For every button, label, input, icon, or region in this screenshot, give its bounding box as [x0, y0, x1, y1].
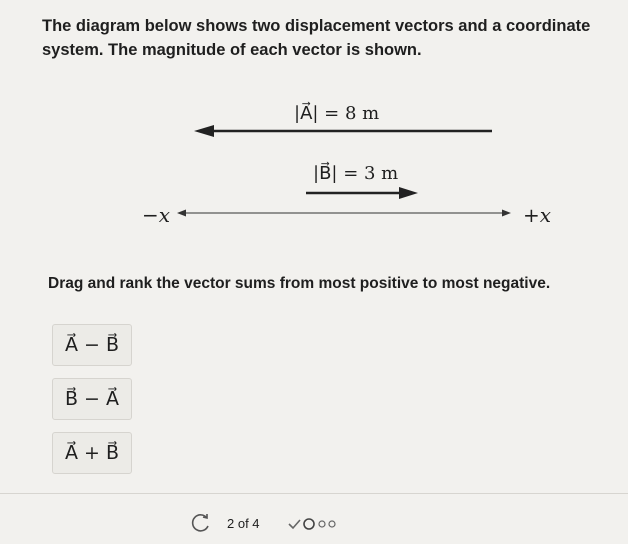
refresh-icon[interactable] [190, 512, 212, 534]
step-dot-icon [329, 521, 335, 527]
vector-b-arrowhead [399, 187, 418, 199]
vector-a-arrowhead [194, 125, 214, 137]
x-axis-pos-arrowhead [502, 210, 511, 217]
step-dot-icon [319, 521, 325, 527]
progress-text: 2 of 4 [227, 516, 260, 531]
intro-line-2: system. The magnitude of each vector is shown. [42, 41, 422, 59]
intro-line-1: The diagram below shows two displacement vectors and a coordinate [42, 17, 591, 35]
rank-card-a-plus-b[interactable]: A⃗ + B⃗ [52, 432, 132, 474]
footer-bar [0, 512, 628, 536]
step-indicator [288, 514, 358, 534]
vector-b-label: |B⃗| = 3 m [313, 163, 399, 184]
vector-a-label: |A⃗| = 8 m [294, 103, 380, 124]
rank-card-a-minus-b[interactable]: A⃗ − B⃗ [52, 324, 132, 366]
rank-card-b-minus-a[interactable]: B⃗ − A⃗ [52, 378, 132, 420]
axis-neg-x-label: −x [142, 203, 171, 227]
footer-divider [0, 493, 628, 494]
x-axis-neg-arrowhead [177, 210, 186, 217]
completed-check-icon [289, 520, 300, 528]
instruction-text: Drag and rank the vector sums from most positive to most negative. [48, 275, 551, 292]
current-step-icon [304, 519, 314, 529]
axis-pos-x-label: +x [523, 203, 552, 227]
